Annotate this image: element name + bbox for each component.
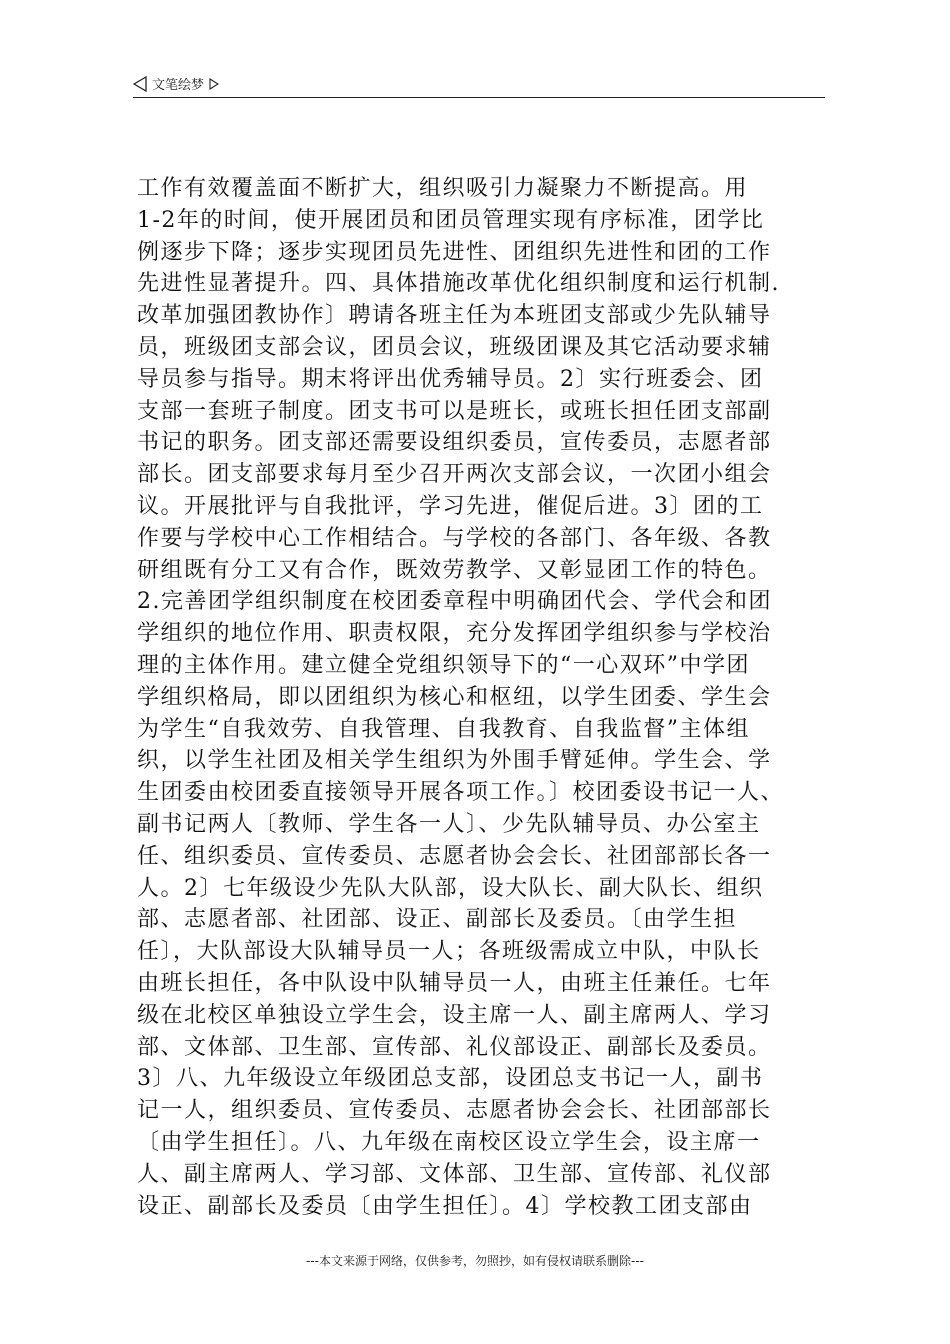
triangle-left-icon (133, 76, 147, 92)
body-line: 导员参与指导。期末将评出优秀辅导员。2〕实行班委会、团 (137, 366, 764, 392)
body-line: 部、志愿者部、社团部、设正、副部长及委员。〔由学生担 (137, 907, 738, 933)
body-line: 由班长担任，各中队设中队辅导员一人，由班主任兼任。七年 (137, 970, 772, 996)
body-line: 作要与学校中心工作相结合。与学校的各部门、各年级、各教 (137, 525, 772, 551)
body-line: 副书记两人〔教师、学生各一人〕、少先队辅导员、办公室主 (137, 811, 761, 837)
body-line: 〔由学生担任〕。八、九年级在南校区设立学生会，设主席一 (137, 1129, 761, 1155)
body-line: 生团委由校团委直接领导开展各项工作。〕校团委设书记一人、 (137, 780, 785, 806)
body-line: 例逐步下降；逐步实现团员先进性、团组织先进性和团的工作 (137, 239, 772, 265)
triangle-right-icon (209, 78, 219, 90)
body-line: 书记的职务。团支部还需要设组织委员，宣传委员，志愿者部 (137, 430, 772, 456)
body-line: 任、组织委员、宣传委员、志愿者协会会长、社团部部长各一 (137, 843, 772, 869)
page-header (133, 74, 825, 96)
header-brand-text: 文笔绘梦 (152, 78, 205, 93)
header-brand (133, 74, 219, 93)
body-line: 议。开展批评与自我批评，学习先进，催促后进。3〕团的工 (137, 493, 764, 519)
body-line: 先进性显著提升。四、具体措施改革优化组织制度和运行机制. (137, 271, 780, 297)
body-line: 人、副主席两人、学习部、文体部、卫生部、宣传部、礼仪部 (137, 1161, 772, 1187)
body-line: 员，班级团支部会议，团员会议，班级团课及其它活动要求辅 (137, 334, 772, 360)
body-line: 理的主体作用。建立健全党组织领导下的“一心双环”中学团 (137, 652, 750, 678)
body-line: 工作有效覆盖面不断扩大，组织吸引力凝聚力不断提高。用 (137, 176, 749, 201)
document-body (137, 173, 837, 1222)
footer-disclaimer: ---本文来源于网络，仅供参考，勿照抄，如有侵权请联系删除--- (306, 1254, 644, 1268)
body-line: 任〕，大队部设大队辅导员一人；各班级需成立中队，中队长 (137, 939, 761, 965)
body-line: 人。2〕七年级设少先队大队部，设大队长、副大队长、组织 (137, 875, 764, 901)
body-line: 设正、副部长及委员〔由学生担任〕。4〕学校教工团支部由 (137, 1193, 753, 1219)
body-line: 为学生“自我效劳、自我管理、自我教育、自我监督”主体组 (137, 716, 750, 742)
body-line: 研组既有分工又有合作，既效劳教学、又彰显团工作的特色。 (137, 557, 772, 583)
body-line: 支部一套班子制度。团支书可以是班长，或班长担任团支部副 (137, 398, 772, 424)
body-line: 记一人，组织委员、宣传委员、志愿者协会会长、社团部部长 (137, 1098, 772, 1124)
body-line: 学组织格局，即以团组织为核心和枢纽，以学生团委、学生会 (137, 684, 772, 710)
body-line: 部长。团支部要求每月至少召开两次支部会议，一次团小组会 (137, 462, 772, 488)
body-line: 部、文体部、卫生部、宣传部、礼仪部设正、副部长及委员。 (137, 1034, 772, 1060)
body-line: 学组织的地位作用、职责权限，充分发挥团学组织参与学校治 (137, 621, 772, 647)
body-line: 改革加强团教协作〕聘请各班主任为本班团支部或少先队辅导 (137, 303, 772, 329)
body-line: 3〕八、九年级设立年级团总支部，设团总支书记一人，副书 (137, 1066, 764, 1092)
header-divider (133, 97, 825, 98)
body-line: 2.完善团学组织制度在校团委章程中明确团代会、学代会和团 (137, 589, 772, 615)
body-line: 级在北校区单独设立学生会，设主席一人、副主席两人、学习 (137, 1002, 772, 1028)
body-line: 1-2年的时间，使开展团员和团员管理实现有序标准，团学比 (137, 207, 765, 233)
body-line: 织，以学生社团及相关学生组织为外围手臂延伸。学生会、学 (137, 748, 772, 774)
